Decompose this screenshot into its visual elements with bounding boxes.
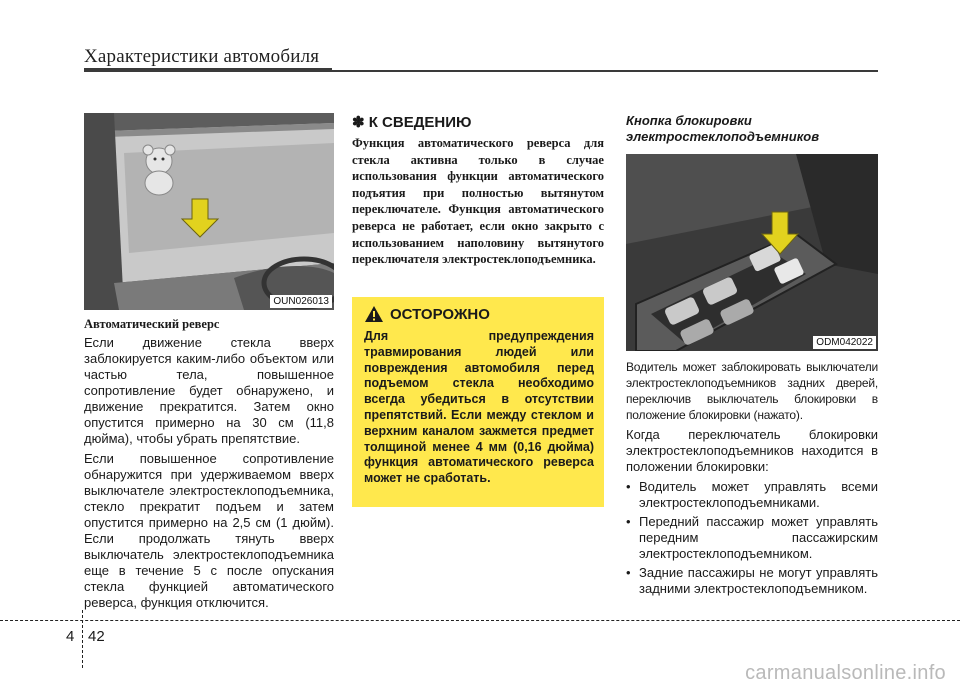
photo-code-label: OUN026013 — [270, 295, 332, 308]
photo-code-label-2: ODM042022 — [813, 336, 876, 349]
section-number: 4 — [66, 628, 75, 645]
warning-title: ОСТОРОЖНО — [390, 305, 490, 323]
footer-dashed-rule — [0, 620, 960, 621]
list-item: • Задние пассажиры не могут управлять задними электростеклоподъемником. — [626, 565, 878, 597]
lock-paragraph-1: Водитель может заблокировать выключатели электростеклоподъемников задних дверей, переключив выключатель блокировки в положение блокировки (нажато). — [626, 360, 878, 422]
warning-box — [352, 297, 604, 507]
warning-header — [364, 305, 594, 323]
note-heading: ✽ К СВЕДЕНИЮ — [352, 114, 472, 131]
left-column — [84, 113, 334, 615]
footer-vertical-rule — [82, 610, 83, 668]
header-rule-thin — [332, 70, 878, 72]
list-item: • Передний пассажир может управлять передним пассажирским электростеклоподъемником. — [626, 514, 878, 562]
note-text: Функция автоматического реверса для стекла активна только в случае использования функции автоматического подъятия при полностью вытянутом переключателе. Функция автоматического реверса не работает, если окно закрыто с использованием наполовину вытянутого переключателя электростеклоподъемника. — [352, 136, 604, 267]
middle-column — [352, 113, 604, 268]
window-switch-illustration — [626, 154, 878, 351]
auto-reverse-caption: Автоматический реверс — [84, 317, 220, 331]
auto-reverse-paragraph-2: Если повышенное сопротивление обнаружится при удерживаемом вверх выключателе электростеклоподъемника, стекло прекратит подъем и затем опустится примерно на 2,5 см (1 дюйм). Если продолжать тянуть вверх выключатель электростеклоподъемника еще в течение 5 с после опускания стекла функцией автоматического реверса, функция отключится. — [84, 451, 334, 610]
auto-reverse-photo — [84, 113, 334, 310]
lock-bullet-list — [626, 479, 878, 597]
page-header-title: Характеристики автомобиля — [84, 46, 320, 67]
warning-triangle-icon — [364, 305, 384, 323]
lock-paragraph-2: Когда переключатель блокировки электростеклоподъемников находится в положении блокировки: — [626, 427, 878, 474]
lock-button-section-title: Кнопка блокировки электростеклоподъемников — [626, 113, 820, 144]
page-number: 42 — [88, 628, 105, 645]
warning-text: Для предупреждения травмирования людей или повреждения автомобиля перед подъемом стекла необходимо всегда убедиться в отсутствии препятствий. Если между стеклом и верхним каналом зажмется предмет толщиной менее 4 мм (0,16 дюйма) функция автоматического реверса может не сработать. — [364, 329, 594, 486]
car-window-illustration — [84, 113, 334, 310]
watermark-text: carmanualsonline.info — [745, 662, 946, 684]
right-column — [626, 113, 878, 600]
auto-reverse-paragraph-1: Если движение стекла вверх заблокируется каким-либо объектом или частью тела, повышенное сопротивление будет обнаружено, и движение прекратится. Затем окно опустится примерно на 30 см (11,8 дюйма), чтобы убрать препятствие. — [84, 335, 334, 446]
window-lock-photo — [626, 154, 878, 351]
list-item: • Водитель может управлять всеми электростеклоподъемниками. — [626, 479, 878, 511]
header-rule-thick — [84, 68, 332, 72]
